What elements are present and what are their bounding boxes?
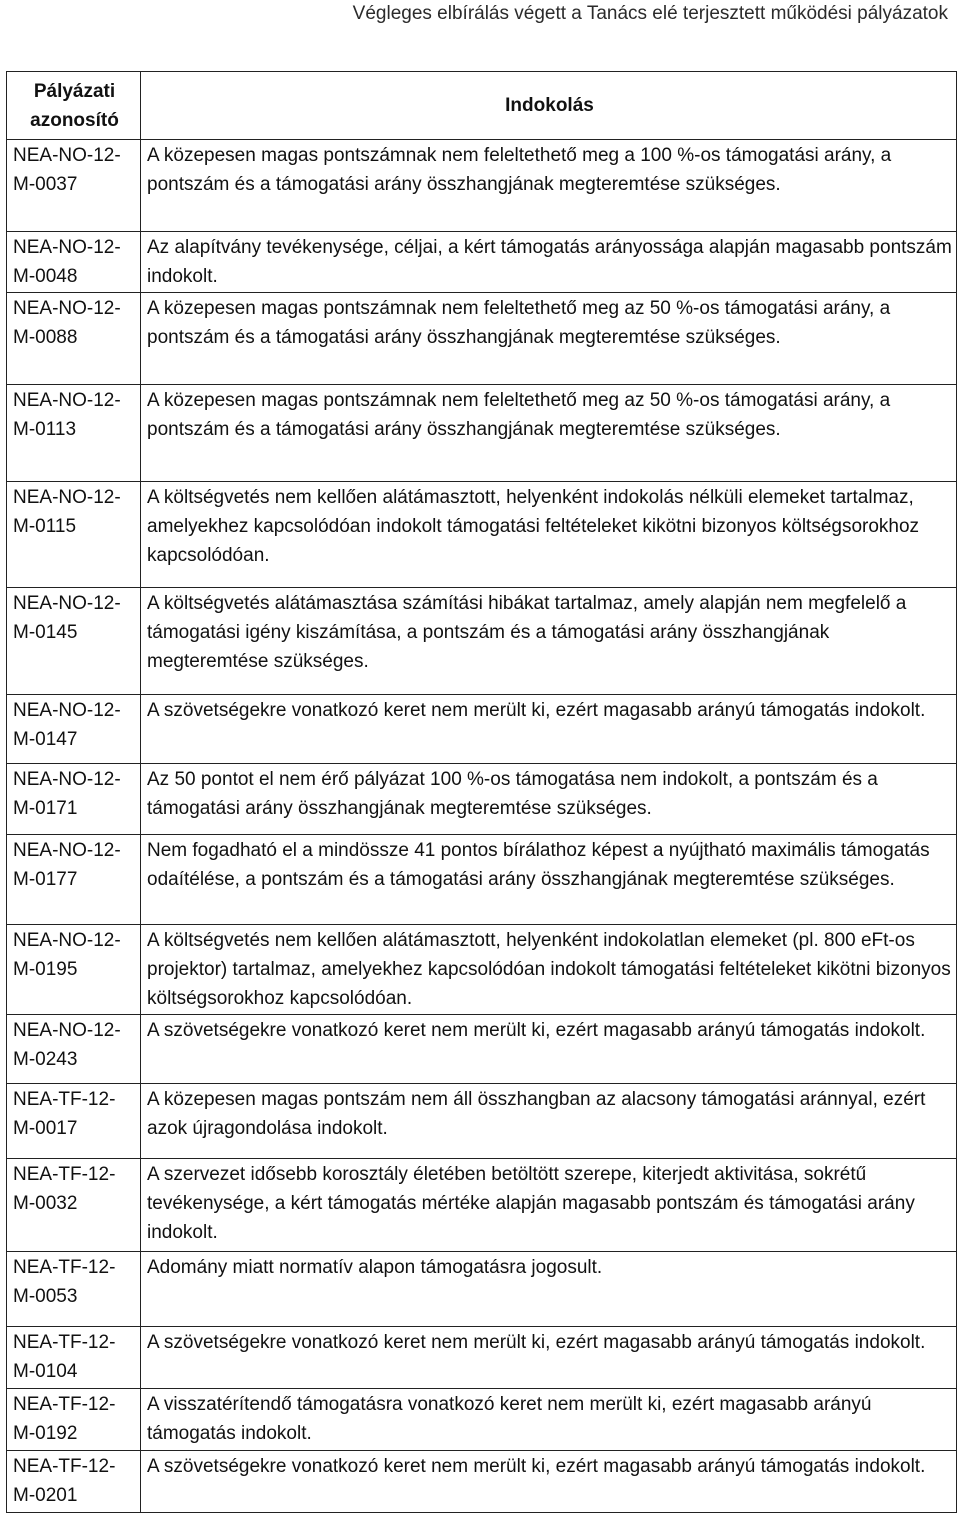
application-id: NEA-NO-12-M-0177: [7, 835, 141, 925]
application-id: NEA-TF-12-M-0053: [7, 1252, 141, 1327]
table-header-row: [7, 72, 957, 140]
justification-text: Adomány miatt normatív alapon támogatásra jogosult.: [141, 1252, 957, 1327]
justification-text: A költségvetés nem kellően alátámasztott, helyenként indokolás nélküli elemeket tartalmaz, amelyekhez kapcsolódóan indokolt támogatási feltételeket kikötni bizonyos költségsorokhoz kapcsolódóan.: [141, 482, 957, 588]
justification-text: A közepesen magas pontszámnak nem feleltethető meg az 50 %-os támogatási arány, a pontszám és a támogatási arány összhangjának megteremtése szükséges.: [141, 293, 957, 385]
justification-text: A szövetségekre vonatkozó keret nem merült ki, ezért magasabb arányú támogatás indokolt.: [141, 1327, 957, 1389]
table-row: [7, 1451, 957, 1513]
justification-text: Az 50 pontot el nem érő pályázat 100 %-os támogatása nem indokolt, a pontszám és a támogatási arány összhangjának megteremtése szükséges.: [141, 764, 957, 835]
application-id: NEA-NO-12-M-0145: [7, 588, 141, 695]
application-id: NEA-NO-12-M-0171: [7, 764, 141, 835]
table-row: [7, 1084, 957, 1159]
justification-text: A szervezet idősebb korosztály életében betöltött szerepe, kiterjedt aktivitása, sokrétű tevékenysége, a kért támogatás mértéke alapján magasabb pontszám és támogatási arány indokolt.: [141, 1159, 957, 1252]
application-id: NEA-TF-12-M-0017: [7, 1084, 141, 1159]
table-row: [7, 925, 957, 1015]
application-id: NEA-NO-12-M-0147: [7, 695, 141, 764]
table-row: [7, 1159, 957, 1252]
justification-text: A visszatérítendő támogatásra vonatkozó keret nem merült ki, ezért magasabb arányú támogatás indokolt.: [141, 1389, 957, 1451]
application-id: NEA-NO-12-M-0113: [7, 385, 141, 482]
justification-text: A költségvetés nem kellően alátámasztott, helyenként indokolatlan elemeket (pl. 800 eFt-os projektor) tartalmaz, amelyekhez kapcsolódóan indokolt támogatási feltételeket kikötni bizonyos költségsorokhoz kapcsolódóan.: [141, 925, 957, 1015]
justification-text: Az alapítvány tevékenysége, céljai, a kért támogatás arányossága alapján magasabb pontszám indokolt.: [141, 232, 957, 293]
table-body: [7, 140, 957, 1513]
table-row: [7, 1389, 957, 1451]
table-row: [7, 293, 957, 385]
column-header-id: Pályázati azonosító: [7, 72, 141, 140]
application-id: NEA-NO-12-M-0037: [7, 140, 141, 232]
table-row: [7, 835, 957, 925]
application-id: NEA-NO-12-M-0195: [7, 925, 141, 1015]
justification-text: A közepesen magas pontszámnak nem feleltethető meg a 100 %-os támogatási arány, a pontszám és a támogatási arány összhangjának megteremtése szükséges.: [141, 140, 957, 232]
table-row: [7, 1252, 957, 1327]
justification-text: Nem fogadható el a mindössze 41 pontos bírálathoz képest a nyújtható maximális támogatás odaítélése, a pontszám és a támogatási arány összhangjának megteremtése szükséges.: [141, 835, 957, 925]
justification-text: A költségvetés alátámasztása számítási hibákat tartalmaz, amely alapján nem megfelelő a támogatási igény kiszámítása, a pontszám és a támogatási arány összhangjának megteremtése szükséges.: [141, 588, 957, 695]
table-row: [7, 385, 957, 482]
application-id: NEA-TF-12-M-0192: [7, 1389, 141, 1451]
decisions-table: [6, 71, 957, 1513]
application-id: NEA-TF-12-M-0104: [7, 1327, 141, 1389]
page-header-title: Végleges elbírálás végett a Tanács elé terjesztett működési pályázatok: [352, 3, 948, 24]
application-id: NEA-NO-12-M-0115: [7, 482, 141, 588]
table-row: [7, 764, 957, 835]
application-id: NEA-NO-12-M-0243: [7, 1015, 141, 1084]
column-header-reason: Indokolás: [141, 72, 957, 140]
justification-text: A közepesen magas pontszámnak nem feleltethető meg az 50 %-os támogatási arány, a pontszám és a támogatási arány összhangjának megteremtése szükséges.: [141, 385, 957, 482]
table-row: [7, 482, 957, 588]
table-row: [7, 695, 957, 764]
application-id: NEA-TF-12-M-0201: [7, 1451, 141, 1513]
table-row: [7, 1327, 957, 1389]
justification-text: A közepesen magas pontszám nem áll összhangban az alacsony támogatási aránnyal, ezért azok újragondolása indokolt.: [141, 1084, 957, 1159]
application-id: NEA-TF-12-M-0032: [7, 1159, 141, 1252]
justification-text: A szövetségekre vonatkozó keret nem merült ki, ezért magasabb arányú támogatás indokolt.: [141, 1451, 957, 1513]
table-row: [7, 232, 957, 293]
justification-text: A szövetségekre vonatkozó keret nem merült ki, ezért magasabb arányú támogatás indokolt.: [141, 1015, 957, 1084]
table-row: [7, 588, 957, 695]
justification-text: A szövetségekre vonatkozó keret nem merült ki, ezért magasabb arányú támogatás indokolt.: [141, 695, 957, 764]
table-row: [7, 1015, 957, 1084]
table-row: [7, 140, 957, 232]
application-id: NEA-NO-12-M-0048: [7, 232, 141, 293]
application-id: NEA-NO-12-M-0088: [7, 293, 141, 385]
